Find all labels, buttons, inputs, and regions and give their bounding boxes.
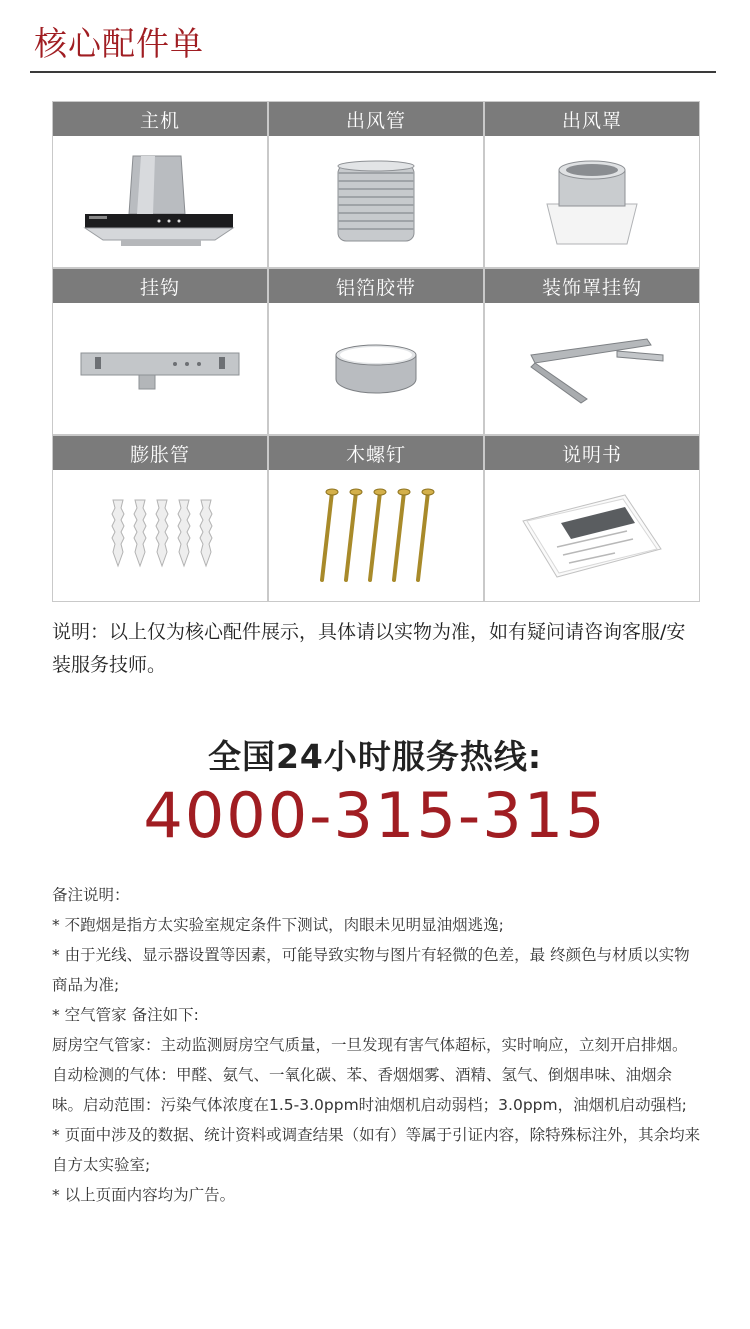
manual-icon xyxy=(517,491,667,581)
wood-screw-icon xyxy=(316,486,436,586)
remarks-heading: 备注说明： xyxy=(52,886,130,904)
part-name: 木螺钉 xyxy=(269,436,483,470)
part-cell xyxy=(269,102,483,267)
remark-line: * 不跑烟是指方太实验室规定条件下测试，肉眼未见明显油烟逃逸; xyxy=(52,916,504,934)
part-name: 挂钩 xyxy=(53,269,267,303)
part-cell xyxy=(53,436,267,601)
range-hood-icon xyxy=(75,152,245,252)
parts-grid xyxy=(52,101,700,602)
air-outlet-cover-icon xyxy=(537,152,647,252)
foil-tape-icon xyxy=(326,339,426,399)
exhaust-duct-icon xyxy=(326,157,426,247)
part-cell xyxy=(485,436,699,601)
part-name: 说明书 xyxy=(485,436,699,470)
title-divider xyxy=(30,71,716,73)
page-title: 核心配件单 xyxy=(34,24,204,63)
part-name: 出风管 xyxy=(269,102,483,136)
part-name: 膨胀管 xyxy=(53,436,267,470)
parts-note: 说明：以上仅为核心配件展示，具体请以实物为准，如有疑问请咨询客服/安装服务技师。 xyxy=(52,621,686,676)
part-name: 铝箔胶带 xyxy=(269,269,483,303)
remark-line: 厨房空气管家：主动监测厨房空气质量，一旦发现有害气体超标，实时响应，立刻开启排烟。自动检测的气体：甲醛、氨气、一氧化碳、苯、香烟烟雾、酒精、氢气、倒烟串味、油烟余味。启动范围：污染气体浓度在1.5-3.0ppm时油烟机启动弱档；3.0ppm，油烟机启动强档; xyxy=(52,1036,688,1114)
hotline-number: 4000-315-315 xyxy=(143,779,607,852)
part-name: 装饰罩挂钩 xyxy=(485,269,699,303)
remark-line: * 空气管家 备注如下: xyxy=(52,1006,199,1024)
part-name: 出风罩 xyxy=(485,102,699,136)
part-cell xyxy=(485,102,699,267)
wall-anchor-icon xyxy=(105,496,215,576)
hook-bracket-icon xyxy=(75,339,245,399)
part-name: 主机 xyxy=(53,102,267,136)
part-cell xyxy=(53,102,267,267)
remark-line: * 以上页面内容均为广告。 xyxy=(52,1186,236,1204)
remark-line: * 页面中涉及的数据、统计资料或调查结果（如有）等属于引证内容，除特殊标注外，其余均来自方太实验室; xyxy=(52,1126,701,1174)
cover-hook-icon xyxy=(517,329,667,409)
hotline-label: 全国24小时服务热线: xyxy=(207,737,543,776)
part-cell xyxy=(485,269,699,434)
remark-line: * 由于光线、显示器设置等因素，可能导致实物与图片有轻微的色差，最 终颜色与材质以实物商品为准; xyxy=(52,946,690,994)
part-cell xyxy=(269,436,483,601)
part-cell xyxy=(269,269,483,434)
part-cell xyxy=(53,269,267,434)
remarks-section xyxy=(52,880,702,1210)
